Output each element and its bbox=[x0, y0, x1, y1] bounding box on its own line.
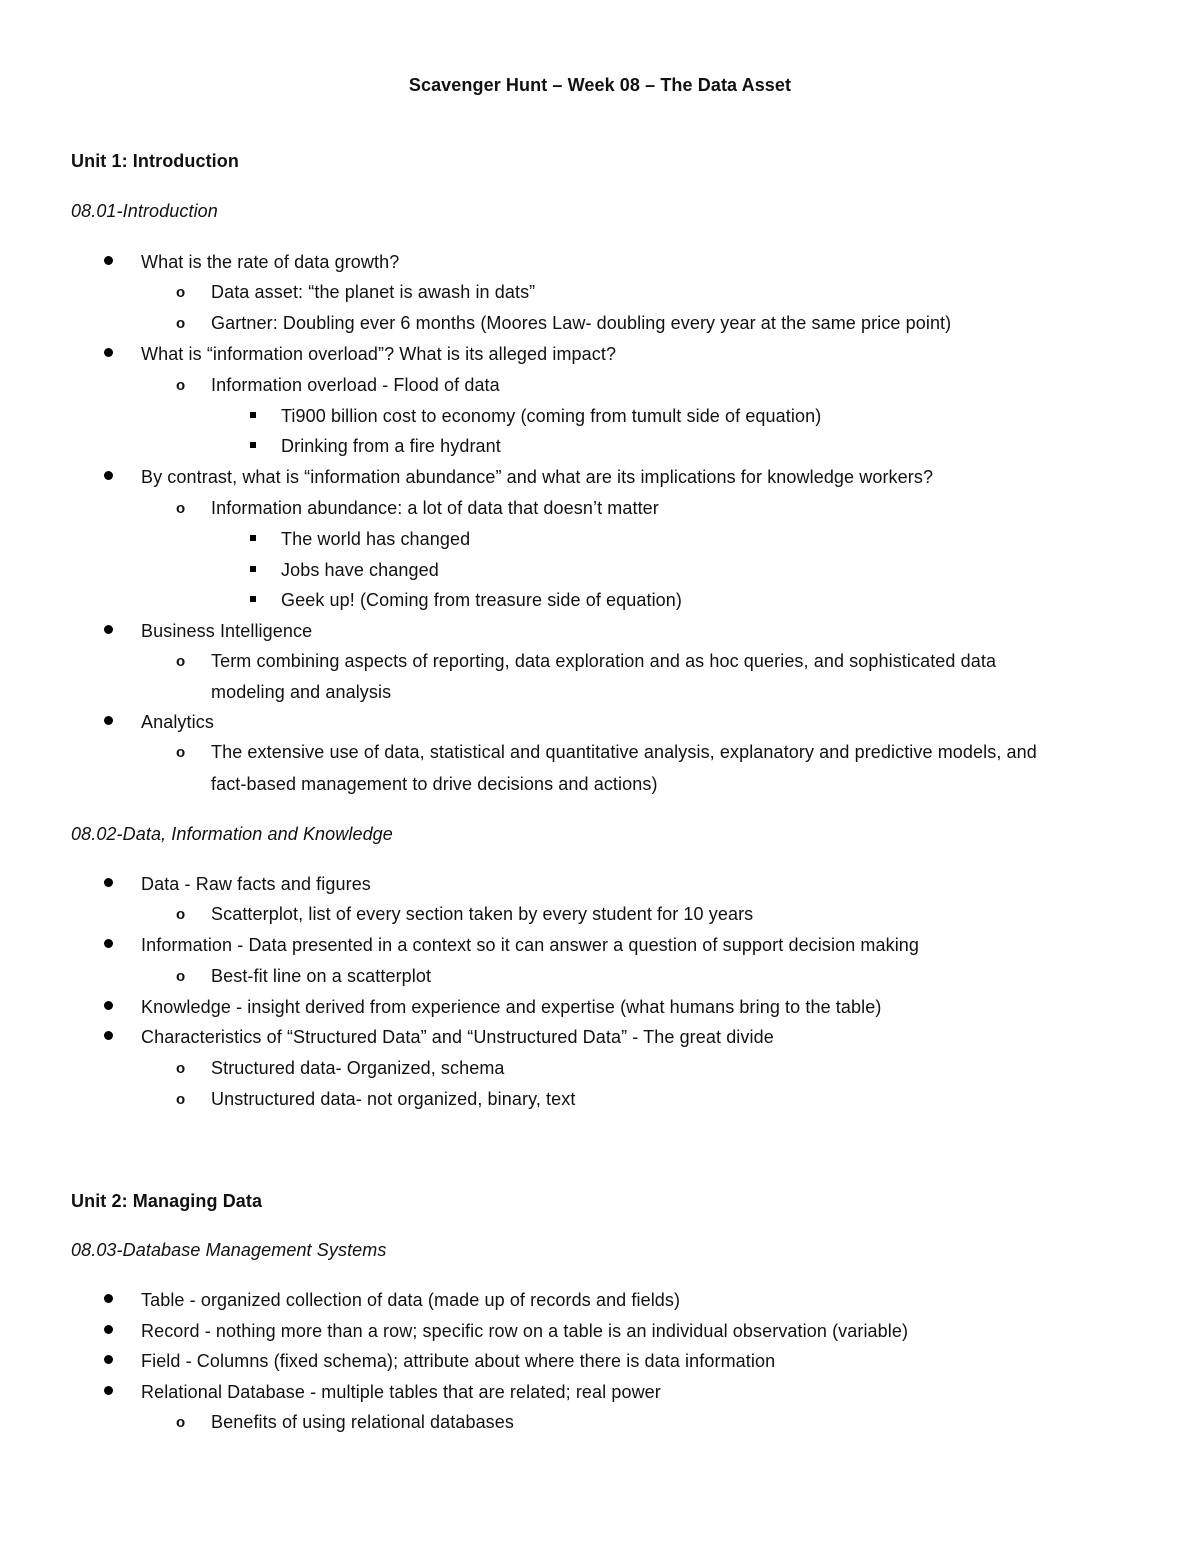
square-bullet-icon bbox=[250, 442, 256, 448]
bullet-icon bbox=[104, 1386, 113, 1395]
list-item: What is the rate of data growth? bbox=[141, 252, 400, 272]
circle-bullet-icon: o bbox=[176, 284, 186, 301]
circle-bullet-icon: o bbox=[176, 906, 186, 923]
list-item: Business Intelligence bbox=[141, 621, 313, 641]
list-item: Best-fit line on a scatterplot bbox=[211, 966, 432, 986]
unit-heading: Unit 2: Managing Data bbox=[71, 1191, 263, 1211]
list-item: Gartner: Doubling ever 6 months (Moores Law- doubling every year at the same price point) bbox=[211, 313, 952, 333]
list-item: Table - organized collection of data (made up of records and fields) bbox=[141, 1290, 681, 1310]
list-item: Characteristics of “Structured Data” and “Unstructured Data” - The great divide bbox=[141, 1027, 774, 1047]
square-bullet-icon bbox=[250, 412, 256, 418]
list-item: Analytics bbox=[141, 712, 214, 732]
bullet-icon bbox=[104, 471, 113, 480]
circle-bullet-icon: o bbox=[176, 744, 186, 761]
bullet-icon bbox=[104, 256, 113, 265]
list-item: By contrast, what is “information abundance” and what are its implications for knowledge workers? bbox=[141, 467, 934, 487]
bullet-icon bbox=[104, 1355, 113, 1364]
bullet-icon bbox=[104, 716, 113, 725]
section-heading: 08.03-Database Management Systems bbox=[71, 1240, 387, 1260]
list-item: Field - Columns (fixed schema); attribute about where there is data information bbox=[141, 1351, 776, 1371]
list-item: Geek up! (Coming from treasure side of equation) bbox=[281, 590, 682, 610]
list-item: Data asset: “the planet is awash in dats” bbox=[211, 282, 536, 302]
list-item: Drinking from a fire hydrant bbox=[281, 436, 501, 456]
list-item: Jobs have changed bbox=[281, 560, 439, 580]
circle-bullet-icon: o bbox=[176, 377, 186, 394]
bullet-icon bbox=[104, 348, 113, 357]
list-item: Data - Raw facts and figures bbox=[141, 874, 371, 894]
bullet-icon bbox=[104, 1001, 113, 1010]
list-item-continuation: modeling and analysis bbox=[211, 682, 392, 702]
list-item: Relational Database - multiple tables that are related; real power bbox=[141, 1382, 661, 1402]
circle-bullet-icon: o bbox=[176, 500, 186, 517]
bullet-icon bbox=[104, 1325, 113, 1334]
unit-heading: Unit 1: Introduction bbox=[71, 151, 239, 171]
list-item: Unstructured data- not organized, binary, text bbox=[211, 1089, 576, 1109]
square-bullet-icon bbox=[250, 535, 256, 541]
circle-bullet-icon: o bbox=[176, 1414, 186, 1431]
circle-bullet-icon: o bbox=[176, 1091, 186, 1108]
square-bullet-icon bbox=[250, 566, 256, 572]
document-title: Scavenger Hunt – Week 08 – The Data Asset bbox=[408, 75, 792, 95]
section-heading: 08.02-Data, Information and Knowledge bbox=[71, 824, 393, 844]
circle-bullet-icon: o bbox=[176, 1060, 186, 1077]
list-item: Information abundance: a lot of data that doesn’t matter bbox=[211, 498, 659, 518]
list-item: Benefits of using relational databases bbox=[211, 1412, 514, 1432]
list-item: Information - Data presented in a context so it can answer a question of support decision making bbox=[141, 935, 920, 955]
list-item: Structured data- Organized, schema bbox=[211, 1058, 505, 1078]
list-item: What is “information overload”? What is its alleged impact? bbox=[141, 344, 617, 364]
bullet-icon bbox=[104, 625, 113, 634]
list-item: Scatterplot, list of every section taken by every student for 10 years bbox=[211, 904, 754, 924]
list-item: Term combining aspects of reporting, data exploration and as hoc queries, and sophisticated data bbox=[211, 651, 997, 671]
circle-bullet-icon: o bbox=[176, 315, 186, 332]
list-item: Ti900 billion cost to economy (coming from tumult side of equation) bbox=[281, 406, 822, 426]
section-heading: 08.01-Introduction bbox=[71, 201, 218, 221]
list-item: Information overload - Flood of data bbox=[211, 375, 500, 395]
square-bullet-icon bbox=[250, 596, 256, 602]
circle-bullet-icon: o bbox=[176, 653, 186, 670]
bullet-icon bbox=[104, 1031, 113, 1040]
list-item: Knowledge - insight derived from experience and expertise (what humans bring to the table) bbox=[141, 997, 882, 1017]
circle-bullet-icon: o bbox=[176, 968, 186, 985]
bullet-icon bbox=[104, 1294, 113, 1303]
bullet-icon bbox=[104, 878, 113, 887]
list-item: The world has changed bbox=[281, 529, 471, 549]
list-item-continuation: fact-based management to drive decisions and actions) bbox=[211, 774, 658, 794]
list-item: The extensive use of data, statistical and quantitative analysis, explanatory and predictive models, and bbox=[211, 742, 1037, 762]
list-item: Record - nothing more than a row; specific row on a table is an individual observation (variable) bbox=[141, 1321, 909, 1341]
bullet-icon bbox=[104, 939, 113, 948]
